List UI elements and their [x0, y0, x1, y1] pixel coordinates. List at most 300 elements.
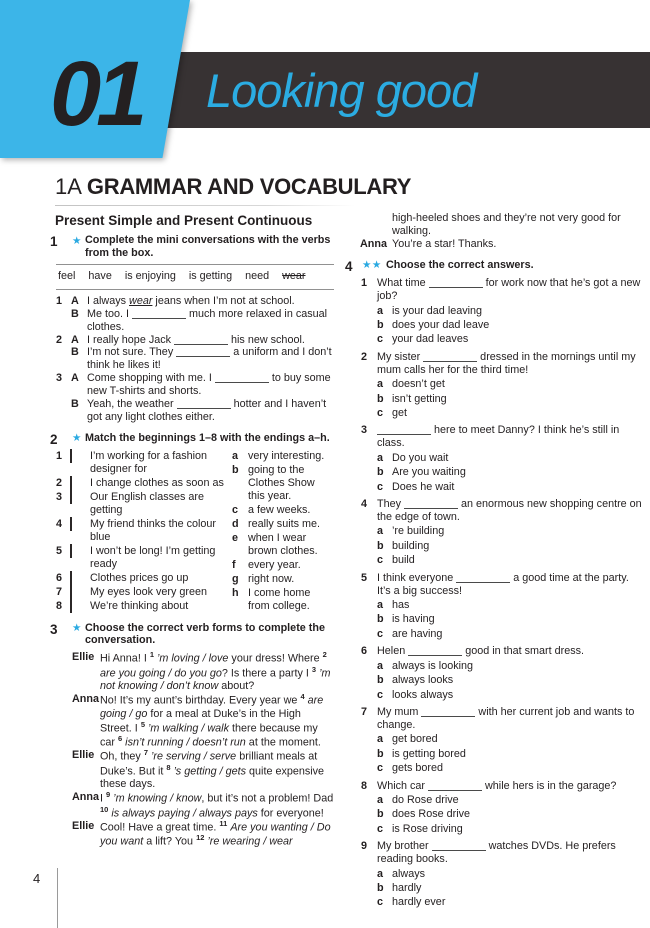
item-text: I won’t be long! I’m getting ready: [90, 544, 216, 570]
question-row: [361, 351, 643, 422]
speaker-name: Ellie: [72, 651, 95, 664]
text-segment: Oh, they: [100, 750, 144, 763]
text-segment: your dress! Where: [228, 652, 323, 665]
text-segment: watches DVDs. He prefers reading books.: [377, 840, 616, 866]
exercise-3: [50, 622, 334, 849]
answer-option[interactable]: [377, 674, 643, 687]
option-letter: c: [377, 554, 384, 567]
checkbox-cell: [70, 600, 90, 613]
question-row: [361, 645, 643, 703]
answer-option[interactable]: [377, 660, 643, 673]
conversation-item: [56, 295, 334, 308]
dialogue-line: [50, 820, 334, 849]
item-text: I’m working for a fashion designer for: [90, 450, 208, 476]
text-segment: 11: [219, 818, 228, 828]
question: [345, 424, 643, 495]
difficulty-star-icon: ★: [72, 234, 82, 247]
speaker-name: Ellie: [72, 749, 95, 762]
options-list: [377, 452, 643, 494]
ending-text: every year.: [248, 558, 301, 571]
text-segment: Me too. I: [87, 307, 133, 320]
item-number: 2: [56, 333, 63, 346]
text-segment: much more relaxed in casual clothes.: [87, 307, 328, 333]
beginning-item: [56, 477, 232, 490]
option-letter: c: [377, 407, 384, 420]
speaker-name: [345, 212, 392, 238]
answer-checkbox[interactable]: [70, 571, 72, 585]
text-segment: My sister: [377, 350, 424, 363]
unit-title: Looking good: [206, 63, 477, 117]
option-letter: b: [377, 882, 384, 895]
text-segment: a good time at the party. It’s a big success!: [377, 571, 629, 597]
word-box-item: need: [245, 269, 270, 282]
speaker-letter: A: [71, 372, 79, 385]
option-text: is your dad leaving: [392, 304, 483, 317]
option-letter: a: [377, 599, 384, 612]
question-row: [361, 706, 643, 777]
answer-option[interactable]: [377, 481, 643, 494]
text-segment: Helen: [377, 645, 409, 658]
beginning-item: [56, 491, 232, 517]
text-segment: Come shopping with me. I: [87, 372, 215, 385]
question-stem: [377, 840, 616, 865]
speaker-letter: B: [71, 307, 79, 320]
ending-letter: g: [232, 572, 239, 585]
text-segment: Are you wanting / Do you want: [100, 821, 331, 848]
question-row: [361, 424, 643, 495]
question-stem: [377, 498, 642, 523]
ending-item: [232, 532, 334, 558]
answer-option[interactable]: [377, 613, 643, 626]
exercise-3-header: [50, 622, 334, 648]
ending-letter: b: [232, 464, 239, 477]
question-body: [377, 840, 643, 911]
ending-letter: f: [232, 558, 236, 571]
text-segment: about?: [218, 680, 255, 693]
word-box-item: feel: [58, 269, 76, 282]
match-exercise: [56, 450, 334, 613]
text-segment: ’m not knowing / don’t know: [100, 667, 331, 693]
item-text: I change clothes as soon as: [90, 477, 224, 490]
word-box-item: is getting: [188, 269, 233, 282]
answer-option[interactable]: [377, 762, 643, 775]
question-row: [361, 780, 643, 838]
question-number: 2: [361, 350, 368, 363]
speaker-letter: A: [71, 333, 79, 346]
answer-blank[interactable]: [456, 574, 510, 583]
option-letter: c: [377, 688, 384, 701]
ending-text: when I wear brown clothes.: [248, 532, 318, 557]
question: [345, 645, 643, 703]
question-body: [377, 780, 643, 838]
text-segment: for everyone!: [257, 807, 324, 820]
text-segment: I: [100, 792, 106, 805]
item-text: [87, 372, 334, 398]
option-letter: c: [377, 822, 384, 835]
checkbox-cell: [70, 545, 90, 571]
text-segment: his new school.: [228, 333, 305, 346]
ending-item: [232, 518, 334, 531]
answer-option[interactable]: [377, 868, 643, 881]
question-body: [377, 277, 643, 348]
exercise-number: 2: [50, 431, 58, 447]
dialogue-continuation: [345, 212, 643, 238]
page-number: 4: [33, 871, 41, 886]
answer-blank[interactable]: [428, 782, 482, 791]
answer-option[interactable]: [377, 882, 643, 895]
ending-text: really suits me.: [248, 518, 320, 531]
item-text: Clothes prices go up: [90, 571, 189, 584]
option-letter: b: [377, 539, 384, 552]
ending-letter: e: [232, 532, 239, 545]
option-text: does Rose drive: [392, 808, 471, 821]
answer-blank[interactable]: [404, 500, 458, 509]
ending-text: going to the Clothes Show this year.: [248, 464, 315, 503]
text-segment: a uniform and I don’t think he likes it!: [87, 346, 332, 372]
option-text: always looks: [392, 674, 454, 687]
text-segment: with her current job and wants to change.: [377, 706, 635, 731]
item-text: [87, 398, 334, 424]
item-number: [56, 346, 71, 372]
text-segment: there because my car: [100, 722, 318, 749]
ending-text: a few weeks.: [248, 504, 311, 517]
item-number: [56, 308, 71, 334]
speaker-name: Anna: [72, 791, 99, 804]
option-letter: c: [377, 762, 384, 775]
text-segment: brilliant meals at Duke’s. But it: [100, 750, 318, 778]
option-text: get bored: [392, 733, 438, 746]
text-segment: isn’t running / doesn’t run: [125, 736, 246, 749]
option-text: Do you wait: [392, 451, 449, 464]
question-number: 5: [361, 571, 368, 584]
exercise-1: [50, 234, 334, 424]
text-segment: Hi Anna! I: [100, 652, 150, 665]
question: [345, 498, 643, 569]
ending-text: very interesting.: [248, 450, 325, 463]
option-text: Does he wait: [392, 480, 455, 493]
item-text: Our English classes are getting: [90, 491, 205, 517]
answer-option[interactable]: [377, 808, 643, 821]
exercise-2: [50, 432, 334, 614]
answer-blank[interactable]: [215, 374, 269, 383]
answer-blank[interactable]: [421, 708, 475, 717]
answer-blank[interactable]: [174, 336, 228, 345]
options-list: [377, 305, 643, 347]
grammar-subtitle: Present Simple and Present Continuous: [55, 213, 313, 228]
item-text: We’re thinking about: [90, 599, 189, 612]
text-segment: ’m knowing / know: [113, 792, 202, 805]
option-letter: c: [377, 333, 384, 346]
question-number: 1: [361, 277, 368, 290]
option-text: always is looking: [392, 659, 474, 672]
item-number: 2: [56, 477, 63, 490]
speaker-name: Anna: [360, 237, 387, 250]
answer-blank[interactable]: [423, 353, 477, 362]
answer-option[interactable]: [377, 599, 643, 612]
exercise-1-header: [50, 234, 334, 260]
option-text: isn’t getting: [392, 392, 447, 405]
option-text: hardly: [392, 882, 422, 895]
checkbox-cell: [70, 450, 90, 476]
answer-blank[interactable]: [177, 400, 231, 409]
question-body: [377, 645, 643, 703]
option-text: are having: [392, 627, 443, 640]
answer-option[interactable]: [377, 628, 643, 641]
question-stem: [377, 706, 634, 731]
answer-blank[interactable]: [132, 310, 186, 319]
beginnings-list: [56, 450, 232, 613]
answer-option[interactable]: [377, 333, 643, 346]
beginning-item: [56, 450, 232, 476]
answer-option[interactable]: [377, 525, 643, 538]
answer-blank[interactable]: [429, 279, 483, 288]
text-segment: ’m walking / walk: [147, 722, 229, 734]
dialogue-line: [345, 238, 643, 251]
difficulty-stars-icon: ★★: [362, 259, 382, 272]
option-letter: c: [377, 480, 384, 493]
answer-option[interactable]: [377, 540, 643, 553]
word-box: [56, 264, 334, 290]
text-segment: I always: [87, 294, 130, 307]
answer-option[interactable]: [377, 554, 643, 567]
option-letter: a: [377, 378, 384, 391]
answer-option[interactable]: [377, 305, 643, 318]
question-number: 3: [361, 424, 368, 437]
section-code: 1A: [55, 174, 82, 199]
text-segment: 10: [100, 804, 109, 814]
answer-checkbox[interactable]: [70, 544, 72, 558]
text-segment: I really hope Jack: [87, 333, 175, 346]
dialogue-line: [50, 749, 334, 791]
text-segment: an enormous new shopping centre on the edge of town.: [377, 498, 642, 524]
question-row: [361, 498, 643, 569]
answer-blank[interactable]: [377, 426, 431, 435]
text-segment: are you going / do you go: [100, 667, 222, 680]
text-segment: good in that smart dress.: [462, 645, 585, 658]
answer-checkbox[interactable]: [70, 449, 72, 463]
answer-blank[interactable]: [176, 348, 230, 357]
text-segment: quite expensive these days.: [100, 765, 325, 791]
dialogue-text: [100, 820, 334, 849]
answer-option[interactable]: [377, 794, 643, 807]
item-text: [87, 346, 334, 372]
questions-list: [345, 277, 643, 911]
text-segment: 8: [166, 762, 171, 772]
option-text: doesn’t get: [392, 378, 445, 391]
exercise-number: 1: [50, 234, 58, 249]
answer-checkbox[interactable]: [70, 490, 72, 504]
text-segment: My brother: [377, 840, 432, 853]
question-number: 4: [361, 498, 368, 511]
answer-option[interactable]: [377, 466, 643, 479]
option-text: looks always: [392, 688, 454, 701]
question-body: [377, 351, 643, 422]
answer-option[interactable]: [377, 407, 643, 420]
item-number: 5: [56, 544, 63, 557]
option-letter: b: [377, 319, 384, 332]
beginning-item: [56, 586, 232, 599]
option-text: is getting bored: [392, 747, 466, 760]
question-stem: [377, 645, 584, 657]
text-segment: while hers is in the garage?: [482, 779, 617, 792]
text-segment: to buy some new T-shirts and shorts.: [87, 372, 331, 398]
dialogue-line: [50, 791, 334, 820]
item-number: 1: [56, 294, 63, 307]
item-number: 6: [56, 571, 63, 584]
text-segment: I’m not sure. They: [87, 346, 177, 359]
option-letter: c: [377, 896, 384, 909]
answer-checkbox[interactable]: [70, 585, 72, 599]
speaker-letter: A: [71, 294, 79, 307]
text-segment: I think everyone: [377, 571, 457, 584]
section-heading: [55, 174, 411, 200]
ending-item: [232, 559, 334, 572]
speaker-letter: B: [71, 346, 79, 359]
ending-letter: h: [232, 586, 239, 599]
ending-letter: c: [232, 504, 239, 517]
unit-banner: [156, 52, 650, 128]
heading-rule: [55, 205, 355, 206]
answer-option[interactable]: [377, 733, 643, 746]
ending-text: I come home from college.: [248, 586, 311, 612]
answer-blank[interactable]: [432, 842, 486, 851]
answer-option[interactable]: [377, 689, 643, 702]
word-box-item: wear: [282, 269, 306, 282]
text-segment: ’re wearing / wear: [207, 835, 293, 848]
dialogue-text: [100, 651, 334, 693]
conversation-item: [56, 308, 334, 334]
ending-item: [232, 573, 334, 586]
options-list: [377, 733, 643, 775]
item-number: 1: [56, 450, 63, 463]
answer-option[interactable]: [377, 319, 643, 332]
question: [345, 572, 643, 643]
question: [345, 277, 643, 348]
option-letter: a: [377, 304, 384, 317]
option-text: is Rose driving: [392, 822, 463, 835]
question-number: 6: [361, 645, 368, 658]
question-stem: [377, 277, 640, 302]
difficulty-star-icon: ★: [72, 432, 82, 445]
item-number: 3: [56, 491, 63, 504]
ending-item: [232, 504, 334, 517]
option-text: always: [392, 867, 426, 880]
question-body: [377, 498, 643, 569]
text-segment: for work now that he’s got a new job?: [377, 277, 641, 303]
text-segment: Which car: [377, 779, 428, 792]
answer-checkbox[interactable]: [70, 476, 72, 490]
option-letter: c: [377, 627, 384, 640]
conversation-item: [56, 398, 334, 424]
exercise-title: Complete the mini conversations with the verbs from the box.: [85, 234, 331, 259]
text-segment: 7: [143, 748, 148, 758]
option-letter: b: [377, 392, 384, 405]
option-text: Are you waiting: [392, 466, 466, 479]
answer-blank[interactable]: [408, 647, 462, 656]
answer-option[interactable]: [377, 896, 643, 909]
option-text: has: [392, 599, 410, 612]
text-segment: 1: [149, 650, 154, 660]
text-segment: for a meal at Duke’s in the High Street. I: [100, 707, 301, 734]
option-text: do Rose drive: [392, 794, 459, 807]
text-segment: 6: [118, 733, 123, 743]
question-stem: [377, 351, 636, 376]
question-body: [377, 706, 643, 777]
ending-item: [232, 587, 334, 613]
answer-option[interactable]: [377, 452, 643, 465]
option-text: does your dad leave: [392, 319, 490, 332]
item-text: [87, 295, 334, 308]
option-letter: a: [377, 451, 384, 464]
ending-item: [232, 464, 334, 503]
checkbox-cell: [70, 491, 90, 517]
question-number: 7: [361, 706, 368, 718]
question-row: [361, 277, 643, 348]
text-segment: , but it’s not a problem! Dad: [201, 792, 334, 805]
unit-number: 01: [50, 43, 143, 145]
dialogue-text: [392, 212, 643, 238]
option-letter: a: [377, 794, 384, 807]
item-number: 7: [56, 585, 63, 598]
option-text: building: [392, 539, 430, 552]
dialogue: [50, 651, 334, 848]
dialogue-line: [50, 651, 334, 693]
text-segment: ’re serving / serve: [150, 750, 237, 763]
mini-conversations: [50, 295, 334, 424]
text-segment: 5: [140, 719, 145, 729]
text-segment: They: [377, 498, 405, 511]
exercise-title: Choose the correct verb forms to complete the conversation.: [85, 621, 325, 647]
question-stem: [377, 424, 619, 449]
text-segment: No! It’s my aunt’s birthday. Every year we: [100, 694, 301, 707]
answer-option[interactable]: [377, 823, 643, 836]
answer-option[interactable]: [377, 748, 643, 761]
question: [345, 706, 643, 777]
text-segment: a lift? You: [143, 835, 197, 848]
difficulty-star-icon: ★: [72, 622, 82, 635]
section-title: GRAMMAR AND VOCABULARY: [86, 174, 412, 199]
text-segment: are going / go: [100, 694, 324, 720]
conversation-item: [56, 372, 334, 398]
text-segment: My mum: [377, 706, 422, 718]
dialogue-line: [50, 693, 334, 749]
checkbox-cell: [70, 477, 90, 490]
beginning-item: [56, 600, 232, 613]
beginning-item: [56, 518, 232, 544]
item-text: My friend thinks the colour blue: [90, 518, 217, 544]
text-segment: ’m loving / love: [157, 652, 229, 665]
text-segment: Cool! Have a great time.: [100, 821, 220, 834]
exercise-title: Choose the correct answers.: [386, 258, 534, 271]
dialogue-text: [100, 693, 334, 749]
options-list: [377, 525, 643, 567]
answer-checkbox[interactable]: [70, 599, 72, 613]
conversation-item: [56, 346, 334, 372]
right-column: [345, 212, 643, 914]
answer-checkbox[interactable]: [70, 517, 72, 531]
checkbox-cell: [70, 586, 90, 599]
question: [345, 780, 643, 838]
item-text: [87, 308, 334, 334]
question-row: [361, 572, 643, 643]
text-segment: Yeah, the weather: [87, 398, 177, 411]
exercise-2-header: [50, 432, 334, 447]
text-segment: jeans when I’m not at school.: [152, 294, 295, 307]
answer-option[interactable]: [377, 378, 643, 391]
item-number: 3: [56, 372, 63, 385]
answer-option[interactable]: [377, 393, 643, 406]
item-text: [87, 334, 334, 347]
